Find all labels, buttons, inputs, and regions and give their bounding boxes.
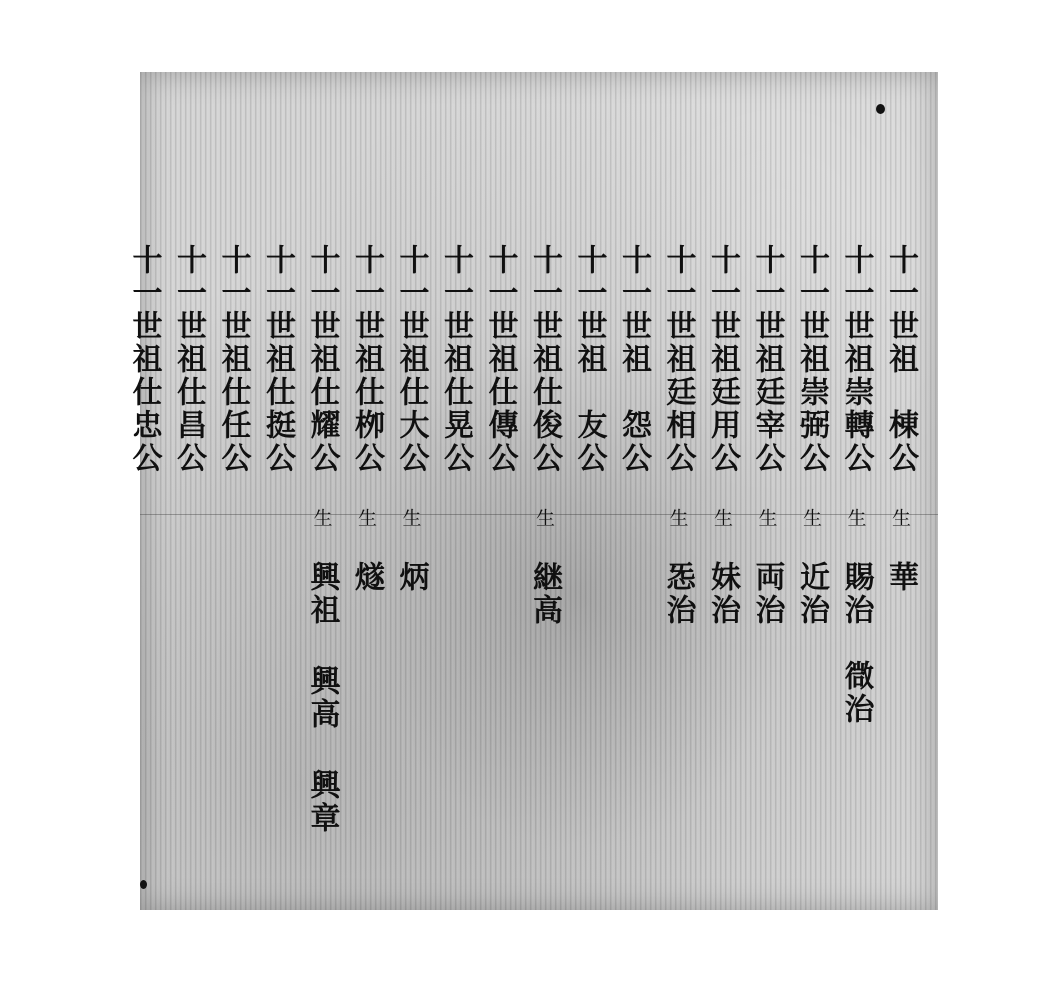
spacer bbox=[794, 528, 829, 561]
descendant-name: 継高 bbox=[527, 561, 562, 627]
descendant-name: 㤅治 bbox=[660, 561, 696, 627]
genealogy-column bbox=[126, 244, 162, 475]
genealogy-column bbox=[437, 244, 473, 475]
genealogy-column bbox=[393, 244, 429, 594]
ancestor-name: 十一世祖廷相公 bbox=[660, 244, 696, 475]
ancestor-name: 十一世祖仕晃公 bbox=[438, 244, 473, 475]
ancestor-name: 十一世祖廷宰公 bbox=[749, 244, 785, 475]
genealogy-column bbox=[660, 244, 696, 627]
descendant-name: 燧 bbox=[349, 561, 384, 594]
genealogy-columns bbox=[126, 72, 938, 910]
spacer bbox=[527, 475, 562, 508]
genealogy-column bbox=[882, 244, 918, 594]
spacer bbox=[750, 528, 785, 561]
genealogy-column bbox=[793, 244, 829, 627]
descendant-name: 友公 bbox=[571, 409, 607, 475]
descendant-name: 怨公 bbox=[616, 409, 651, 475]
sheng-marker: 生 bbox=[355, 508, 377, 528]
ancestor-name: 十一世祖仕昌公 bbox=[171, 244, 206, 475]
genealogy-column bbox=[348, 244, 384, 594]
descendant-name: 両治 bbox=[749, 561, 785, 627]
ancestor-name: 十一世祖 bbox=[616, 244, 651, 376]
ancestor-name: 十一世祖仕傳公 bbox=[482, 244, 518, 475]
ancestor-name: 十一世祖廷用公 bbox=[705, 244, 740, 475]
descendant-name: 妹治 bbox=[705, 561, 740, 627]
ancestor-name: 十一世祖 bbox=[571, 244, 607, 376]
spacer bbox=[839, 528, 874, 561]
ancestor-name: 十一世祖仕忠公 bbox=[126, 244, 162, 475]
genealogy-column bbox=[615, 244, 651, 475]
sheng-marker: 生 bbox=[844, 508, 867, 528]
genealogy-column bbox=[704, 244, 740, 627]
sheng-marker: 生 bbox=[533, 508, 555, 528]
descendant-name: 華 bbox=[883, 561, 918, 594]
genealogy-column bbox=[571, 244, 607, 475]
descendant-name: 興祖 興高 興章 bbox=[304, 561, 340, 835]
spacer bbox=[794, 475, 829, 508]
spacer bbox=[661, 475, 696, 508]
spacer bbox=[394, 475, 429, 508]
sheng-marker: 生 bbox=[666, 508, 689, 528]
spacer bbox=[394, 528, 429, 561]
ancestor-name: 十一世祖 bbox=[883, 244, 918, 376]
spacer bbox=[883, 528, 918, 561]
genealogy-column bbox=[215, 244, 251, 475]
ancestor-name: 十一世祖崇弼公 bbox=[794, 244, 829, 475]
spacer bbox=[705, 528, 740, 561]
ancestor-name: 十一世祖仕挺公 bbox=[260, 244, 295, 475]
genealogy-column bbox=[170, 244, 206, 475]
spacer bbox=[839, 627, 874, 660]
genealogy-sheet bbox=[126, 72, 938, 910]
spacer bbox=[349, 528, 384, 561]
ancestor-name: 十一世祖仕任公 bbox=[215, 244, 251, 475]
genealogy-column bbox=[838, 244, 874, 726]
sheng-marker: 生 bbox=[800, 508, 822, 528]
genealogy-column bbox=[259, 244, 295, 475]
ancestor-name: 十一世祖仕大公 bbox=[393, 244, 429, 475]
descendant-name: 炳 bbox=[393, 561, 429, 594]
descendant-name: 賜治 bbox=[838, 561, 874, 627]
descendant-name: 棟公 bbox=[883, 409, 918, 475]
spacer bbox=[750, 475, 785, 508]
sheng-marker: 生 bbox=[889, 508, 911, 528]
ancestor-name: 十一世祖仕栁公 bbox=[349, 244, 384, 475]
genealogy-column bbox=[304, 244, 340, 835]
sheng-marker: 生 bbox=[399, 508, 422, 528]
spacer bbox=[883, 376, 918, 409]
spacer bbox=[661, 528, 696, 561]
sheng-marker: 生 bbox=[755, 508, 778, 528]
genealogy-column bbox=[749, 244, 785, 627]
descendant-name: 近治 bbox=[794, 561, 829, 627]
spacer bbox=[616, 376, 651, 409]
ancestor-name: 十一世祖仕俊公 bbox=[527, 244, 562, 475]
ancestor-name: 十一世祖崇轉公 bbox=[838, 244, 874, 475]
genealogy-column bbox=[526, 244, 562, 627]
spacer bbox=[349, 475, 384, 508]
ancestor-name: 十一世祖仕耀公 bbox=[304, 244, 340, 475]
spacer bbox=[305, 528, 340, 561]
spacer bbox=[305, 475, 340, 508]
spacer bbox=[839, 475, 874, 508]
descendant-name: 㣲治 bbox=[838, 660, 874, 726]
spacer bbox=[572, 376, 607, 409]
spacer bbox=[705, 475, 740, 508]
genealogy-column bbox=[482, 244, 518, 475]
sheng-marker: 生 bbox=[310, 508, 333, 528]
spacer bbox=[527, 528, 562, 561]
spacer bbox=[883, 475, 918, 508]
sheng-marker: 生 bbox=[711, 508, 733, 528]
